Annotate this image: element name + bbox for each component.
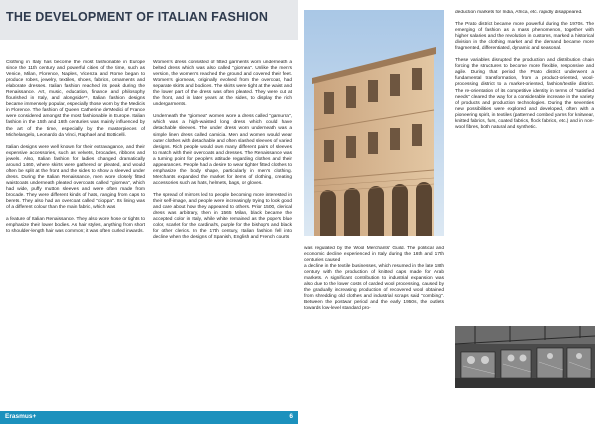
- text-column-1: [6, 60, 145, 410]
- title-band: [0, 0, 298, 40]
- paragraph: a feature of Italian Renaissance. They also wore hose or tights to emphasize their lower bodies. As hair styles, anything from short to shoulder-length hair was common; it was often curled inwards.: [6, 217, 145, 235]
- paragraph: deduction markets for India, Africa, etc. rapidly disappeared.: [455, 10, 583, 15]
- page-title: THE DEVELOPMENT OF ITALIAN FASHION: [6, 10, 269, 24]
- renaissance-building-photo: [304, 10, 444, 236]
- paragraph: Italian designs were well known for their extravagance, and their expensive accessories, such as velvets, brocades, ribbons and jewels. Also, Italian fashion for ladies changed dramatically around 1460, where skirts were gathered or pleated, and would often be split at the front and the sides to show a sleeved under dress. During the Italian Renaissance, men wore closely fitted waistcoats underneath pleated overcoats called "giornea", which had wide, puffy mutton sleeves and were often made from brocade. They were different kinds of hats, ranging from caps to berets. They also had an overcoat called "cioppa". Its lining was of a different colour than the main fabric, which was: [6, 144, 145, 211]
- paragraph: The spread of mirrors led to people becoming more interested in their self-image, and people were increasingly trying to look good and care about how they appeared to others. Prior 1500, clerical dress was arbitrary, then in 1565 Milan, black became the accepted color in Italy, while white remained as the pope's blue color, scarlet for the cardinal's, purple for the bishop's and black for other clerics. In the 17th century, Italian fashion fell into decline when the designs of Spanish, English and French courts: [153, 192, 292, 241]
- page-number: 6: [289, 413, 293, 420]
- paragraph: Women's dress consisted of fitted garments worn underneath a belted dress which was also called "giornea". Unlike the men's version, the women's reached the ground and covered their feet. Women's giorneas, originally evolved from the overcoat, had separate skirts and bodices. The skirts were tight at the waist and the lower part of the dress was often pleated. They were cut at the front, and in later years at the sides, to display the rich undergarments.: [153, 60, 292, 108]
- paragraph: The Prato district became more powerful during the 1970s. The emerging of fashion as a mass phenomenon, together with higher salaries and the revolution in customs, marked a historical division in the clothing market and the demand became more fragmented, differentiated, dynamic and seasonal.: [455, 22, 594, 52]
- erasmus-brand-label: Erasmus+: [5, 413, 37, 420]
- building-image: [304, 10, 444, 236]
- paragraph: a decline in the textile businesses, which resumed in the late 18th century with the production of knitted caps made for Arab markets. A significant contribution to industrial expansion was also due to the lower costs of carded wool processing, caused by the gradually increasing production of recovered wool obtained from shredding old clothes and industrial scraps said "combing". Between the postwar period and the early 1950s, the outlets towards low-level standard pro-: [304, 264, 444, 312]
- paragraph: These variables disrupted the production and distribution chain forcing the structures to become more flexible, responsive and agile. During that period the Prato district underwent a fundamental transformation, from a product-oriented, wool-processing district to a market-oriented, fashion/textile district. The re-orientation of its competitive identity in terms of "satisfied needs" cleared the way for a considerable increase in the variety of products and production technologies. During the seventies new possibilities were explored and developed, often with a pioneering spirit, in textiles (patterned combed yarns for knitwear, knitted fabrics, furs, coated fabrics, flock fabrics, etc.) and in non-wool fibres, both natural and synthetic.: [455, 58, 594, 130]
- text-column-2: [153, 60, 292, 380]
- paragraph: Underneath the "giornea" women wore a dress called "gamurra", which was a high-waisted long dress which could have detachable sleeves. The under dress worn underneath was a simple linen dress called camicia. Men and women would wear outer clothes with detachable and often slashed sleeves of varied designs. Rich people would own many different pairs of sleeves to match with their overcoats and dresses. The Renaissance was a turning point for people's attitude regarding clothes and their appearances. People had a desire to wear tighter fitted clothes to emphasize the body shape, particularly in men's clothing. Merchants expanded the market for items of clothing, creating accessories such as hats, helmets, bags, or gloves.: [153, 114, 292, 186]
- factory-image: [455, 326, 595, 388]
- textile-factory-photo: [455, 326, 595, 388]
- paragraph: Clothing in Italy has become the most fashionable in Europe since the 11th century and powerful cities of the time, such as Venice, Milan, Florence, Naples, Vicenza and Rome began to produce robes, jewelry, textiles, shoes, fabrics, ornaments and elaborate dresses. Italian fashion reached its peak during the Renaissance. Art, music, education, finance and philosophy flourished in Italy, and alongside**, Italian fashion designs became immensely popular, especially those worn by the Medicis in Florence. The fashion of Queen Catherine de'Medici of France were considered amongst the most fashionable in Europe. Italian fashion in the 15th and 16th centuries was mainly influenced by the art of the time, especially by the masterpieces of Michelangelo, Leonardo da Vinci, Raphael and Botticelli.: [6, 60, 145, 138]
- text-column-4: [455, 10, 594, 325]
- paragraph: was regulated by the Wool Merchants' Guild. The political and economic decline experienced in Italy during the 16th and 17th centuries caused: [304, 246, 444, 264]
- footer-bar: [0, 411, 298, 424]
- text-column-3: [304, 246, 444, 391]
